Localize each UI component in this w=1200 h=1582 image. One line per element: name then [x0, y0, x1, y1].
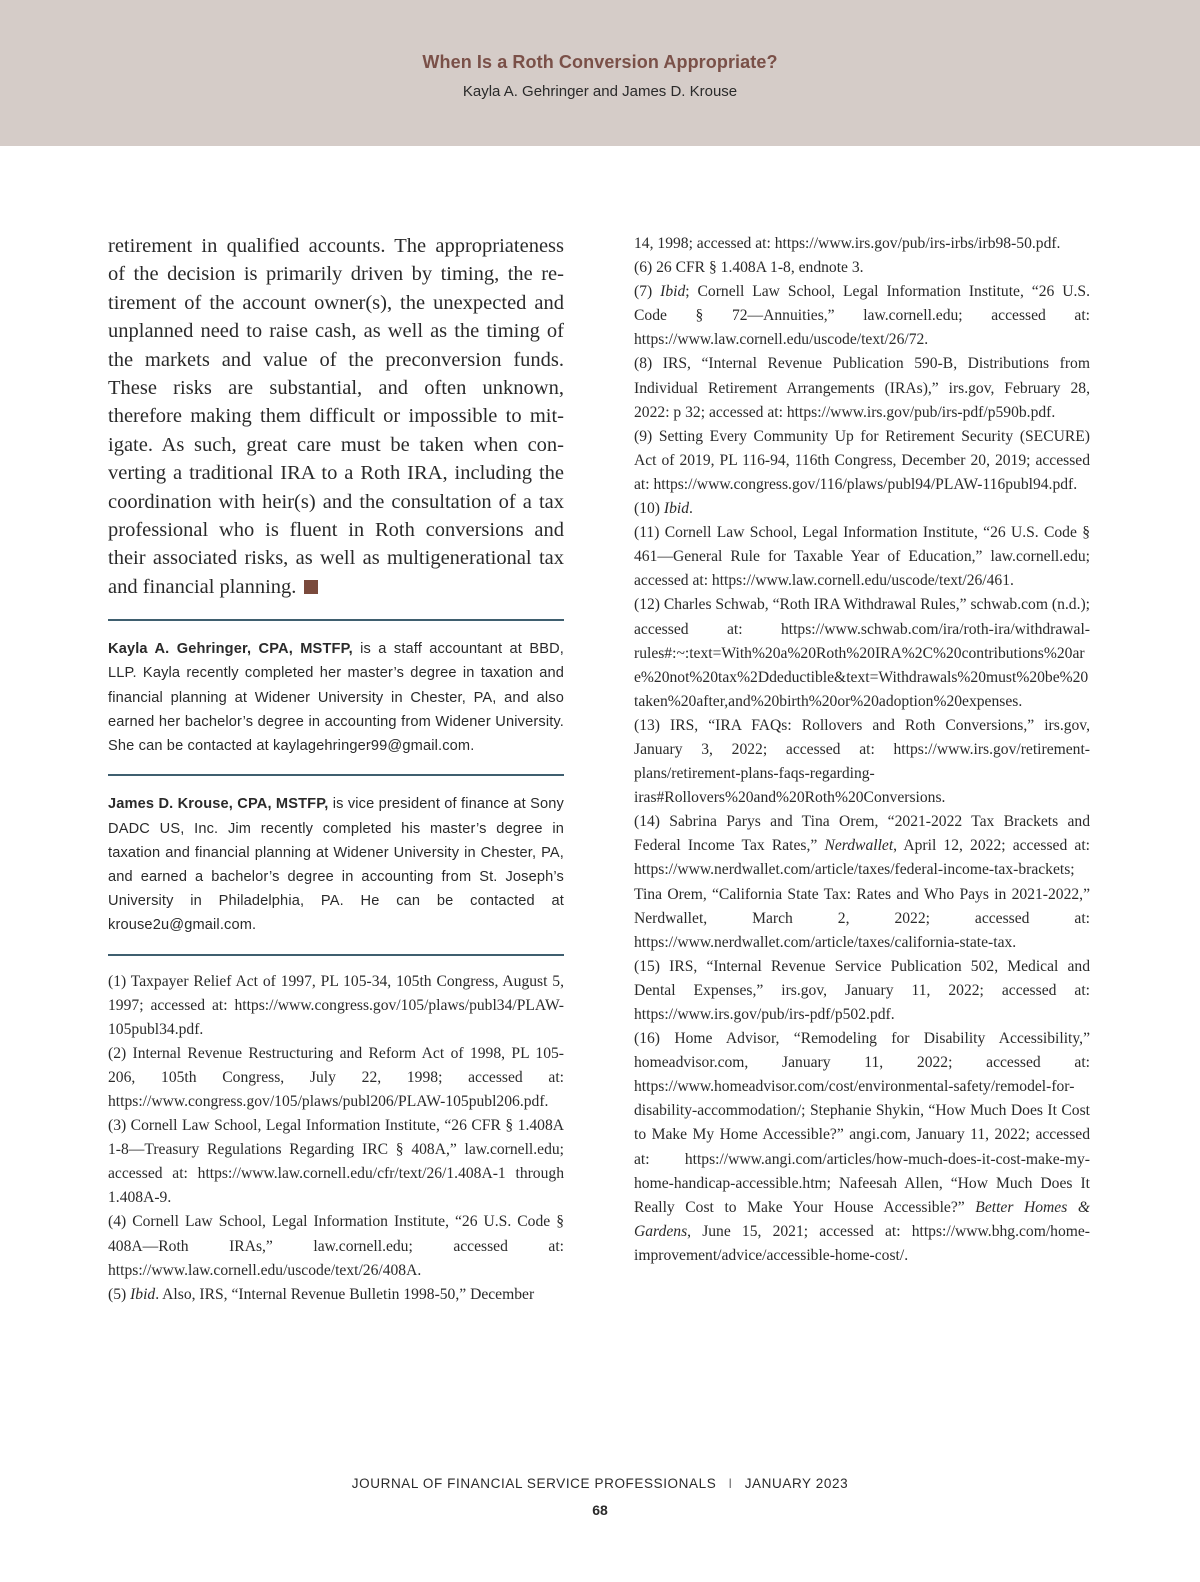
- article-authors: Kayla A. Gehringer and James D. Krouse: [462, 83, 738, 100]
- endnote-italic: Better Homes & Gardens: [634, 1198, 1090, 1240]
- endnote-text: (6) 26 CFR § 1.408A 1-8, endnote 3.: [634, 259, 864, 277]
- endnote: [634, 425, 1090, 497]
- bio-name: James D. Krouse, CPA, MSTFP,: [108, 796, 329, 813]
- endnote: [634, 593, 1090, 713]
- endnote: [108, 1042, 564, 1114]
- endnotes-right: [634, 232, 1090, 1268]
- endnote-italic: Ibid: [130, 1285, 156, 1303]
- endnote-text: (9) Setting Every Community Up for Retirement Security (SECURE) Act of 2019, PL 116-94, 116th Congress, December 20, 2019; accessed at: https://www.congress.gov/116/plaws/publ94/PLAW-116publ94.pdf.: [634, 427, 1090, 493]
- bio-text: is vice president of finance at Sony DADC US, Inc. Jim recently completed his master’s degree in taxation and financial planning at Widener University in Chester, PA, and earned a bachelor’s degree in accounting from St. Joseph’s University in Philadelphia, PA. He can be contacted at krouse2u@gmail.com.: [108, 796, 565, 934]
- endnote: [108, 1114, 564, 1210]
- bio-divider-top: [108, 619, 564, 621]
- article-title: When Is a Roth Conversion Appropriate?: [422, 52, 778, 72]
- endnote: [634, 280, 1090, 352]
- end-of-article-mark: [304, 580, 318, 594]
- endnote: [108, 970, 564, 1042]
- endnote: [634, 497, 1090, 521]
- endnote: [634, 256, 1090, 280]
- author-bio-gehringer: [108, 637, 564, 758]
- endnote-text: .: [689, 500, 693, 518]
- issue-date: JANUARY 2023: [744, 1476, 849, 1491]
- endnote: [108, 1283, 564, 1307]
- endnote-text: , June 15, 2021; accessed at: https://www.bhg.com/home-improvement/advice/accessible-home-cost/.: [634, 1222, 1090, 1264]
- endnote-text: (1) Taxpayer Relief Act of 1997, PL 105-34, 105th Congress, August 5, 1997; accessed at: https://www.congress.gov/105/plaws/publ34/PLAW-105publ34.pdf.: [108, 972, 564, 1038]
- right-column: [634, 232, 1090, 1268]
- endnotes-left: [108, 970, 564, 1307]
- endnote-text: (10): [634, 500, 664, 518]
- conclusion-paragraph: [108, 232, 564, 601]
- endnote-text: ; Cornell Law School, Legal Information Institute, “26 U.S. Code § 72—Annuities,” law.cornell.edu; accessed at: https://www.law.cornell.edu/uscode/text/26/72.: [634, 283, 1090, 349]
- journal-footer: [0, 1476, 1200, 1491]
- running-header: [0, 0, 1200, 146]
- conclusion-text: retirement in qualified accounts. The appropriateness of the decision is primarily driven by timing, the retirement of the account owner(s), the unexpected and unplanned need to raise cash, as well as the timing of the markets and value of the preconversion funds. These risks are substantial, and often unknown, therefore making them difficult or impossible to mitigate. As such, great care must be taken when converting a traditional IRA to a Roth IRA, including the coordination with heir(s) and the consultation of a tax professional who is fluent in Roth conversions and their associated risks, as well as multigenerational tax and financial planning.: [108, 235, 564, 598]
- endnote-text: (13) IRS, “IRA FAQs: Rollovers and Roth Conversions,” irs.gov, January 3, 2022; accessed at: https://www.irs.gov/retirement-plans/retirement-plans-faqs-regarding-iras#Rollovers%20and%20Roth%20Conversions.: [634, 716, 1090, 807]
- endnote: [634, 810, 1090, 955]
- left-column: [108, 232, 564, 1307]
- bio-name: Kayla A. Gehringer, CPA, MSTFP,: [108, 641, 353, 658]
- endnote-text: (8) IRS, “Internal Revenue Publication 590-B, Distributions from Individual Retirement Arrangements (IRAs),” irs.gov, February 28, 2022: p 32; accessed at: https://www.irs.gov/pub/irs-pdf/p590b.pdf.: [634, 355, 1090, 421]
- endnote-text: . Also, IRS, “Internal Revenue Bulletin 1998-50,” December: [155, 1285, 535, 1303]
- endnote-text: , April 12, 2022; accessed at: https://www.nerdwallet.com/article/taxes/federal-income-tax-brackets; Tina Orem, “California State Tax: Rates and Who Pays in 2021-2022,” Nerdwallet, March 2, 2022; accessed at: https://www.nerdwallet.com/article/taxes/california-state-tax.: [634, 837, 1090, 951]
- endnote-text: (2) Internal Revenue Restructuring and Reform Act of 1998, PL 105-206, 105th Congress, July 22, 1998; accessed at: https://www.congress.gov/105/plaws/publ206/PLAW-105publ206.pdf.: [108, 1044, 564, 1110]
- endnote-text: (5): [108, 1285, 131, 1303]
- endnote: [634, 714, 1090, 810]
- endnote-text: (3) Cornell Law School, Legal Information Institute, “26 CFR § 1.408A 1-8—Treasury Regulations Regarding IRC § 408A,” law.cornell.edu; accessed at: https://www.law.cornell.edu/cfr/text/26/1.408A-1 through 1.408A-9.: [108, 1117, 564, 1207]
- endnote-text: (12) Charles Schwab, “Roth IRA Withdrawal Rules,” schwab.com (n.d.); accessed at: https://www.schwab.com/ira/roth-ira/withdrawal-rules#:~:text=With%20a%20Roth%20IRA%2C%20contributions%20are%20not%20tax%2Ddeductible&text=Withdrawals%20must%20be%20taken%20after,and%20birth%20or%20adoption%20expenses.: [634, 596, 1090, 710]
- endnote: [634, 521, 1090, 593]
- endnote-text: (16) Home Advisor, “Remodeling for Disability Accessibility,” homeadvisor.com, January 11, 2022; accessed at: https://www.homeadvisor.com/cost/environmental-safety/remodel-for-disability-accommodation/; Stephanie Shykin, “How Much Does It Cost to Make My Home Accessible?” angi.com, January 11, 2022; accessed at: https://www.angi.com/articles/how-much-does-it-cost-make-my-home-handicap-accessible.htm; Nafeesah Allen, “How Much Does It Really Cost to Make Your House Accessible?”: [634, 1030, 1090, 1216]
- endnote: [108, 1210, 564, 1282]
- bio-divider-bottom: [108, 954, 564, 956]
- journal-name: JOURNAL OF FINANCIAL SERVICE PROFESSIONALS: [351, 1476, 717, 1491]
- endnote: [634, 232, 1090, 256]
- endnote: [634, 1027, 1090, 1268]
- endnote-text: (11) Cornell Law School, Legal Information Institute, “26 U.S. Code § 461—General Rule for Taxable Year of Education,” law.cornell.edu; accessed at: https://www.law.cornell.edu/uscode/text/26/461.: [634, 524, 1090, 590]
- bio-divider-middle: [108, 774, 564, 776]
- endnote: [634, 955, 1090, 1027]
- endnote-italic: Ibid: [663, 500, 690, 518]
- endnote-italic: Ibid: [660, 283, 686, 301]
- footer-separator: I: [728, 1476, 733, 1491]
- endnote-text: (15) IRS, “Internal Revenue Service Publication 502, Medical and Dental Expenses,” irs.gov, January 11, 2022; accessed at: https://www.irs.gov/pub/irs-pdf/p502.pdf.: [634, 957, 1090, 1023]
- author-bio-krouse: [108, 792, 564, 937]
- endnote-text: (7): [634, 283, 661, 301]
- endnote-italic: Nerdwallet: [824, 837, 894, 855]
- endnote: [634, 352, 1090, 424]
- endnote-text: 14, 1998; accessed at: https://www.irs.gov/pub/irs-irbs/irb98-50.pdf.: [634, 235, 1061, 252]
- endnote-text: (4) Cornell Law School, Legal Information Institute, “26 U.S. Code § 408A—Roth IRAs,” law.cornell.edu; accessed at: https://www.law.cornell.edu/uscode/text/26/408A.: [108, 1213, 564, 1279]
- bio-text: is a staff accountant at BBD, LLP. Kayla recently completed her master’s degree in taxation and financial planning at Widener University in Chester, PA, and also earned her bachelor’s degree in accounting from Widener University. She can be contacted at kaylagehringer99@gmail.com.: [108, 641, 564, 755]
- endnote-text: (14) Sabrina Parys and Tina Orem, “2021-2022 Tax Brackets and Federal Income Tax Rates,”: [634, 813, 1090, 855]
- page-number: 68: [592, 1502, 608, 1518]
